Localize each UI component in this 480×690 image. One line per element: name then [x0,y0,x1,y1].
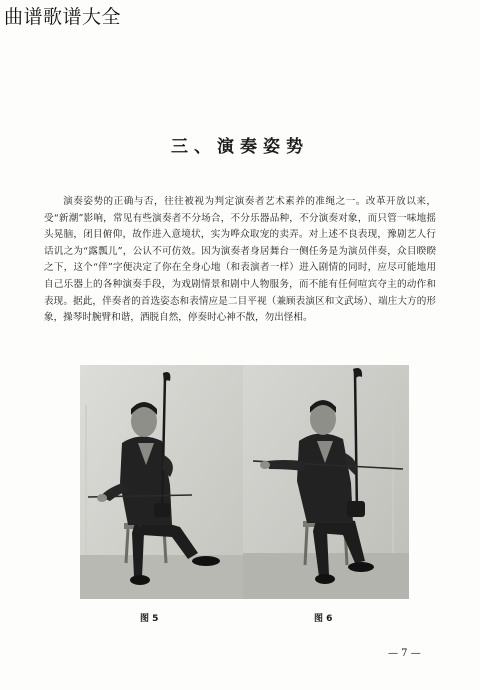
figure-6-caption: 图 6 [314,614,333,624]
figure-5-caption: 图 5 [140,614,159,624]
figure-5-illustration [80,365,244,599]
site-watermark: 曲谱歌谱大全 [4,6,122,28]
figure-6-illustration [243,365,409,599]
body-paragraph: 演奏姿势的正确与否，往往被视为判定演奏者艺术素养的准绳之一。改革开放以来，受“新潮”影响，常见有些演奏者不分场合，不分乐器品种，不分演奏对象，而只管一味地摇头晃脑，闭目俯仰，故作进入意境状，实为哗众取宠的卖弄。对上述不良表现，豫剧艺人行话讥之为“露瓢儿”，公认不可仿效。因为演奏者身居舞台一侧任务是为演员伴奏，众目睽睽之下，这个“伴”字便决定了你在全身心地（和表演者一样）进入剧情的同时，应尽可能地用自己乐器上的各种演奏手段，为戏剧情景和剧中人物服务，而不能有任何喧宾夺主的动作和表现。据此，伴奏者的首选姿态和表情应是二目平视（兼顾表演区和文武场）、端庄大方的形象，操琴时腕臂和谐，洒脱自然，停奏时心神不散，勿出怪相。 [44,196,436,324]
figure-5-photo [80,365,244,599]
page-number: — 7 — [388,648,421,659]
section-heading: 三、演奏姿势 [171,137,309,157]
figure-6-photo [243,365,409,599]
